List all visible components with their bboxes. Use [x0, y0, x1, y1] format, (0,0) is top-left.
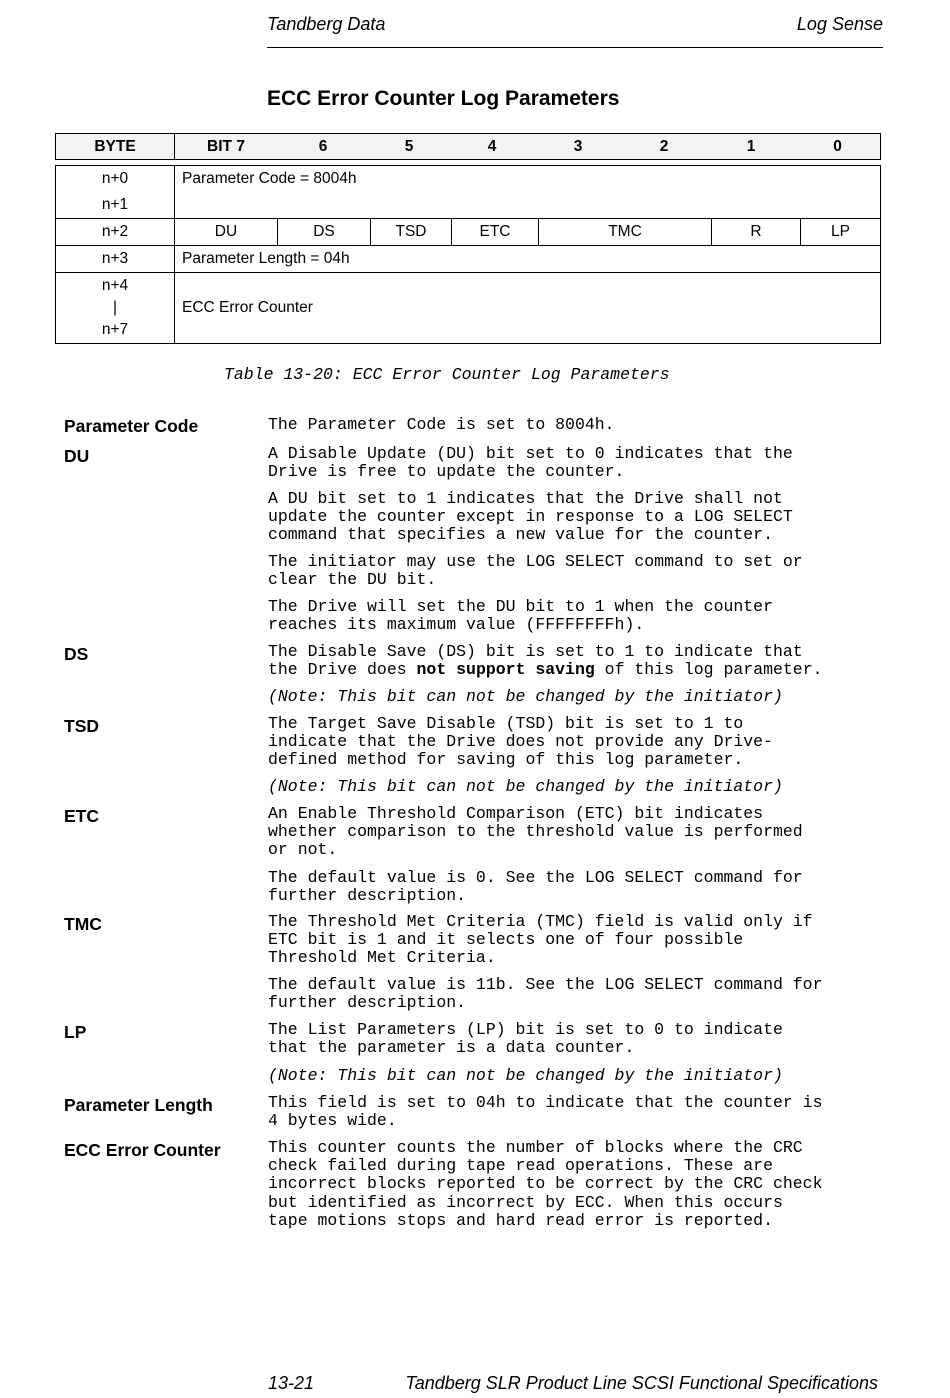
definition-text: This field is set to 04h to indicate that the counter is 4 bytes wide.: [268, 1093, 823, 1131]
definition-text: The default value is 0. See the LOG SELECT command for further description.: [268, 868, 803, 906]
term-parameter-code: Parameter Code: [64, 416, 199, 436]
field-r: R: [712, 219, 801, 245]
bit-4-label: 4: [487, 137, 497, 155]
byte-label: n+4: [101, 277, 129, 294]
bit-7-label: BIT 7: [207, 137, 245, 155]
definition-text: The default value is 11b. See the LOG SELECT command for further description.: [268, 975, 823, 1013]
bit-3-label: 3: [573, 137, 583, 155]
byte-label: n+1: [101, 196, 129, 213]
table-row: [56, 219, 881, 246]
definition-text: The Parameter Code is set to 8004h.: [268, 415, 615, 434]
definition-emphasis: not support saving: [416, 660, 595, 680]
definition-text-part: The Disable Save (DS) bit is set to 1 to indicate that the Drive does: [268, 642, 803, 680]
byte-label: n+2: [56, 219, 175, 246]
byte-label: n+0: [101, 170, 129, 187]
byte-label: n+7: [101, 321, 129, 338]
parameter-length-cell: Parameter Length = 04h: [175, 246, 881, 273]
bit-0-label: 0: [833, 137, 842, 155]
definition-text: The Drive will set the DU bit to 1 when the counter reaches its maximum value (FFFFFFFFh).: [268, 597, 773, 635]
ecc-counter-cell: ECC Error Counter: [175, 273, 881, 344]
bit-1-label: 1: [746, 137, 756, 155]
table-row: [56, 273, 881, 344]
field-etc: ETC: [452, 219, 539, 245]
definition-text: This counter counts the number of blocks where the CRC check failed during tape read operations. These are incorrect blocks reported to be correct by the CRC check but identified as incorrect by ECC. When this occurs tape motions stops and hard read error is reported.: [268, 1138, 823, 1230]
table-row: [56, 246, 881, 273]
definition-text: The initiator may use the LOG SELECT command to set or clear the DU bit.: [268, 552, 803, 590]
field-du: DU: [175, 219, 278, 245]
term-parameter-length: Parameter Length: [64, 1095, 213, 1115]
parameter-table: [55, 165, 881, 344]
table-row: [56, 166, 881, 219]
parameter-code-cell: Parameter Code = 8004h: [175, 166, 881, 219]
field-tsd: TSD: [371, 219, 452, 245]
bit-6-label: 6: [318, 137, 328, 155]
term-lp: LP: [64, 1022, 87, 1042]
definition-text: The Threshold Met Criteria (TMC) field is valid only if ETC bit is 1 and it selects one of four possible Threshold Met Criteria.: [268, 912, 813, 968]
bit-header: [175, 134, 881, 160]
footer-document-title: Tandberg SLR Product Line SCSI Functional Specifications: [405, 1373, 878, 1393]
definition-note: (Note: This bit can not be changed by the initiator): [268, 687, 783, 706]
table-caption: Table 13-20: ECC Error Counter Log Parameters: [224, 365, 670, 384]
bit-5-label: 5: [404, 137, 414, 155]
flag-fields-cell: [175, 219, 881, 246]
byte-header: BYTE: [56, 134, 175, 160]
field-ds: DS: [278, 219, 371, 245]
bit-2-label: 2: [659, 137, 669, 155]
definition-text-part: of this log parameter.: [594, 660, 823, 680]
field-lp: LP: [831, 223, 850, 240]
definition-text: An Enable Threshold Comparison (ETC) bit indicates whether comparison to the threshold value is performed or not.: [268, 804, 803, 860]
page-number: 13-21: [268, 1373, 315, 1393]
field-tmc: TMC: [539, 219, 712, 245]
page-header: [267, 14, 883, 48]
bit-header-table: [55, 133, 881, 160]
byte-range-bar: |: [112, 299, 118, 316]
byte-cell: [56, 166, 175, 219]
definition-text: The List Parameters (LP) bit is set to 0 to indicate that the parameter is a data counter.: [268, 1020, 783, 1058]
definition-text: A DU bit set to 1 indicates that the Drive shall not update the counter except in response to a LOG SELECT command that specifies a new value for the counter.: [268, 489, 793, 545]
header-company: Tandberg Data: [267, 14, 386, 34]
header-section: Log Sense: [796, 14, 883, 34]
term-du: DU: [64, 446, 90, 466]
definition-note: (Note: This bit can not be changed by the initiator): [268, 777, 783, 796]
term-tsd: TSD: [64, 716, 99, 736]
definition-note: (Note: This bit can not be changed by the initiator): [268, 1066, 783, 1085]
term-tmc: TMC: [64, 914, 102, 934]
byte-label: n+3: [56, 246, 175, 273]
term-etc: ETC: [64, 806, 99, 826]
definition-text: The Target Save Disable (TSD) bit is set to 1 to indicate that the Drive does not provide any Drive- defined method for saving of this log parameter.: [268, 714, 773, 770]
definition-text: A Disable Update (DU) bit set to 0 indicates that the Drive is free to update the counter.: [268, 444, 793, 482]
page-title: ECC Error Counter Log Parameters: [267, 87, 620, 110]
term-ds: DS: [64, 644, 89, 664]
byte-cell: [56, 273, 175, 344]
definition-text: [268, 643, 888, 679]
term-ecc-error-counter: ECC Error Counter: [64, 1140, 221, 1160]
